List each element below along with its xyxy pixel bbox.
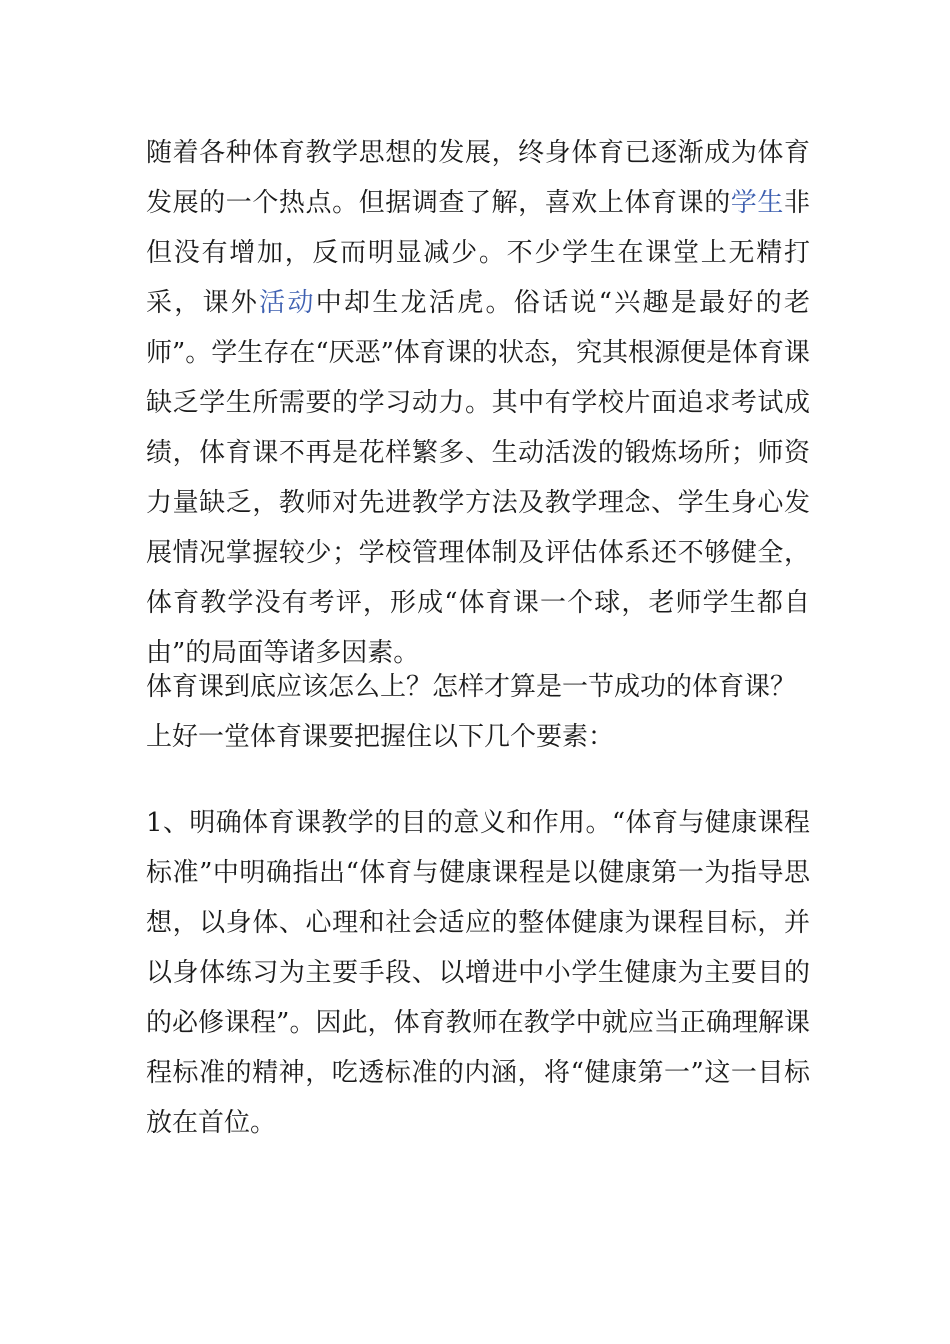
link-activities[interactable]: 活动 xyxy=(259,288,316,318)
link-students[interactable]: 学生 xyxy=(730,188,784,218)
paragraph-intro-text-3: 中却生龙活虎。俗话说“兴趣是最好的老师”。学生存在“厌恶”体育课的状态，究其根源便是体育课缺乏学生所需要的学习动力。其中有学校片面追求考试成绩，体育课不再是花样繁多、生动活泼的锻炼场所；师资力量缺乏，教师对先进教学方法及教学理念、学生身心发展情况掌握较少；学校管理体制及评估体系还不够健全，体育教学没有考评，形成“体育课一个球，老师学生都自由”的局面等诸多因素。 xyxy=(146,288,810,668)
paragraph-question xyxy=(146,662,810,762)
paragraph-question-line-1: 体育课到底应该怎么上？怎样才算是一节成功的体育课？ xyxy=(146,672,797,702)
paragraph-spacer xyxy=(146,762,810,798)
paragraph-intro-text-2: 非但没有增加，反而明显减少。不少学生在课堂上无精打采，课外 xyxy=(146,188,810,318)
document-page xyxy=(146,128,810,1148)
paragraph-point-1: 1、明确体育课教学的目的意义和作用。“体育与健康课程标准”中明确指出“体育与健康课程是以健康第一为指导思想，以身体、心理和社会适应的整体健康为课程目标，并以身体练习为主要手段、以增进中小学生健康为主要目的的必修课程”。因此，体育教师在教学中就应当正确理解课程标准的精神，吃透标准的内涵，将“健康第一”这一目标放在首位。 xyxy=(146,808,810,1138)
paragraph-question-line-2: 上好一堂体育课要把握住以下几个要素： xyxy=(146,722,615,752)
paragraph-intro-text-1: 随着各种体育教学思想的发展，终身体育已逐渐成为体育发展的一个热点。但据调查了解，喜欢上体育课的 xyxy=(146,138,810,218)
paragraph-intro xyxy=(146,128,810,668)
